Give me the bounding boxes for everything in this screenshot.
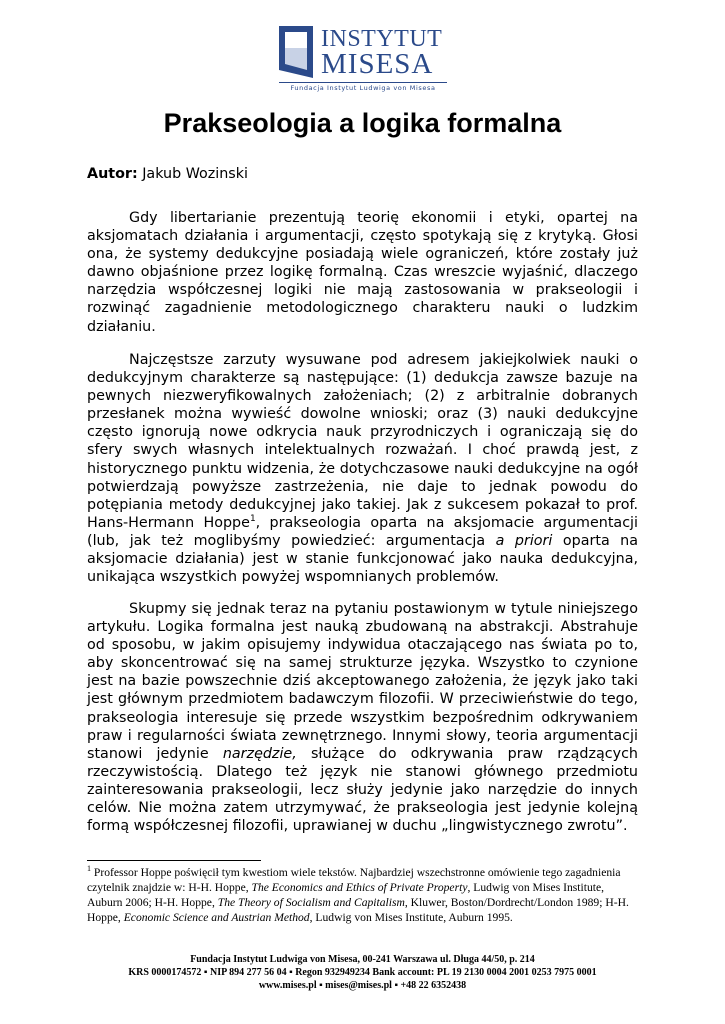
footnote-reference[interactable]: 1 [249, 514, 256, 525]
logo-text-misesa: MISESA [321, 48, 434, 80]
footnote-number: 1 [87, 864, 91, 874]
institute-logo [279, 26, 449, 92]
footer-registration: KRS 0000174572 ▪ NIP 894 277 56 04 ▪ Regon 932949234 Bank account: PL 19 2130 0004 2001 0253 7975 0001 [128, 967, 597, 978]
footnote-text-c: , Kluwer, Boston/Dordrecht/London 1989; H-H. Hoppe, [87, 896, 629, 924]
footnote-title-2: The Theory of Socialism and Capitalism [217, 896, 405, 909]
footnote-divider [87, 860, 261, 861]
paragraph-3-text-a: Skupmy się jednak teraz na pytaniu postawionym w tytule niniejszego artykułu. Logika formalna jest nauką zbudowaną na abstrakcji. Abstrahuje od sposobu, w jakim opisujemy indywidua otaczającego nas świata po to, aby skoncentrować się na samej strukturze języka. Wszystko to czynione jest na bazie powszechnie dziś akceptowanego założenia, że język jako taki jest głównym przedmiotem badawczym filozofii. W przeciwieństwie do tego, prakseologia interesuje się przede wszystkim bezpośrednim odkrywaniem praw i regularności świata zewnętrznego. Innymi słowy, teoria argumentacji stanowi jedynie [87, 601, 638, 762]
page-footer [0, 953, 725, 992]
footnote-text-a: Professor Hoppe poświęcił tym kwestiom wiele tekstów. Najbardziej wszechstronne omówienie tego zagadnienia czytelnik znajdzie w: H-H. Hoppe, [87, 866, 621, 894]
paragraph-2-italic: a priori [495, 532, 553, 549]
logo-subtitle: Fundacja Instytut Ludwiga von Misesa [290, 84, 436, 92]
author-line [87, 165, 248, 183]
footnote-text-b: , Ludwig von Mises Institute, Auburn 2006; H-H. Hoppe, [87, 881, 605, 909]
paragraph-3 [87, 600, 638, 835]
paragraph-2-text-b: , prakseologia oparta na aksjomacie argumentacji (lub, jak też moglibyśmy powiedzieć: argumentacja [87, 514, 638, 549]
paragraph-1-text: Gdy libertarianie prezentują teorię ekonomii i etyki, opartej na aksjomatach działania i argumentacji, często spotykają się z krytyką. Głosi ona, że systemy dedukcyjne posiadają wiele ograniczeń, które zostały już dawno objaśnione przez logikę formalną. Czas wreszcie wyjaśnić, dlaczego narzędzia współczesnej logiki nie mają zastosowania w prakseologii i rozwinąć zagadnienie metodologicznego charakteru nauki o ludzkim działaniu. [87, 210, 638, 335]
paragraph-2-text-c: oparta na aksjomacie działania) jest w stanie funkcjonować jako nauka dedukcyjna, unikająca wszystkich powyżej wspomnianych problemów. [87, 532, 639, 586]
footer-address: Fundacja Instytut Ludwiga von Misesa, 00-241 Warszawa ul. Długa 44/50, p. 214 [190, 954, 535, 965]
logo-divider [279, 82, 447, 83]
footer-contact[interactable]: www.mises.pl ▪ mises@mises.pl ▪ +48 22 6352438 [258, 980, 467, 991]
author-label: Autor: [87, 166, 138, 182]
paragraph-2 [87, 351, 638, 586]
document-title: Prakseologia a logika formalna [163, 108, 562, 138]
logo-text-instytut: INSTYTUT [321, 26, 443, 52]
logo-mark-icon [279, 26, 315, 81]
paragraph-3-text-b: służące do odkrywania praw rządzących rzeczywistością. Dlatego też język nie stanowi głównego przedmiotu zainteresowania prakseologii, lecz służy jedynie jako narzędzie do innych celów. Nie można zatem utrzymywać, że prakseologia jest jedynie kolejną formą współczesnej filozofii, uprawianej w duchu „lingwistycznego zwrotu”. [87, 745, 638, 835]
paragraph-2-text-a: Najczęstsze zarzuty wysuwane pod adresem jakiejkolwiek nauki o dedukcyjnym charakterze są następujące: (1) dedukcja zawsze bazuje na pewnych niezweryfikowalnych założeniach; (2) z arbitralnie dobranych przesłanek można wywieść dowolne wnioski; oraz (3) nauki dedukcyjne często ignorują nowe odkrycia nauk przyrodniczych i ograniczają się do sfery swych własnych intelektualnych rozważań. I choć prawdą jest, z historycznego punktu widzenia, że dotychczasowe nauki dedukcyjne na ogół potwierdzają powyższe zastrzeżenia, nie daje to jednak powodu do potępiania metody dedukcyjnej jako takiej. Jak z sukcesem pokazał to prof. Hans-Hermann Hoppe [87, 352, 638, 531]
paragraph-3-italic: narzędzie, [222, 745, 297, 762]
footnote-title-3: Economic Science and Austrian Method [123, 911, 310, 924]
footnote-title-1: The Economics and Ethics of Private Property [251, 881, 468, 894]
paragraph-1 [87, 209, 638, 336]
footnote-text-d: , Ludwig von Mises Institute, Auburn 1995. [309, 911, 513, 924]
footnote [87, 865, 638, 925]
author-name: Jakub Wozinski [142, 166, 249, 182]
